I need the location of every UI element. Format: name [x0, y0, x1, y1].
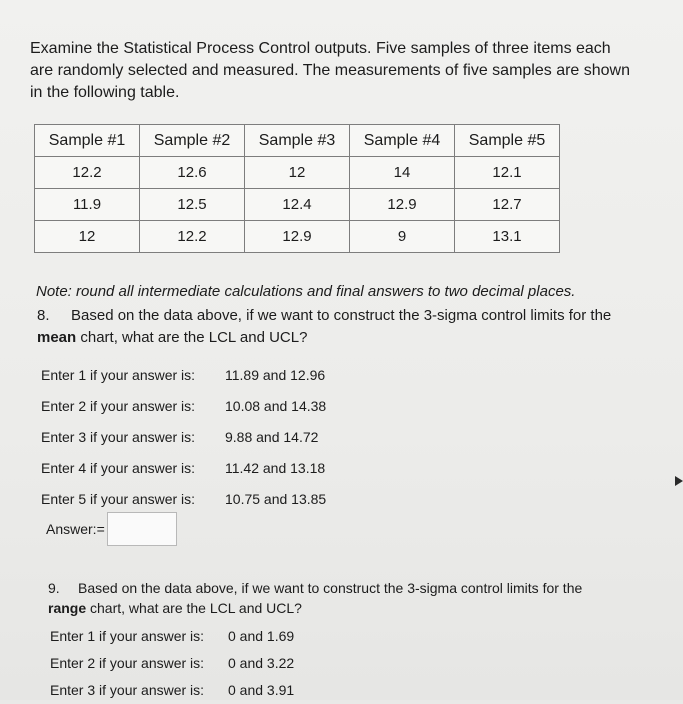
table-cell: 12.7	[455, 189, 560, 221]
option-2	[50, 650, 294, 677]
option-1	[50, 623, 294, 650]
table-row	[35, 189, 560, 221]
samples-table	[34, 124, 560, 253]
header-sample-1: Sample #1	[35, 125, 140, 157]
table-cell: 12.5	[140, 189, 245, 221]
option-label: Enter 4 if your answer is:	[41, 460, 196, 476]
option-1	[41, 360, 326, 391]
question-9-bold-term: range	[48, 600, 87, 616]
header-sample-2: Sample #2	[140, 125, 245, 157]
table-cell: 9	[350, 221, 455, 253]
table-cell: 12.2	[35, 157, 140, 189]
table-cell: 12	[35, 221, 140, 253]
table-cell: 12	[245, 157, 350, 189]
question-9-text-after: chart, what are the LCL and UCL?	[90, 600, 302, 616]
table-cell: 12.4	[245, 189, 350, 221]
option-5	[41, 484, 326, 515]
option-value: 10.75 and 13.85	[225, 491, 327, 507]
answer-input[interactable]	[107, 512, 177, 546]
option-2	[41, 391, 326, 422]
question-9-number: 9.	[48, 580, 60, 596]
question-9-options	[50, 623, 294, 704]
table-header-row	[35, 125, 560, 157]
option-value: 11.42 and 13.18	[225, 460, 326, 476]
table-cell: 12.9	[350, 189, 455, 221]
option-label: Enter 5 if your answer is:	[41, 491, 196, 507]
table-cell: 12.6	[140, 157, 245, 189]
question-9	[48, 578, 608, 618]
table-cell: 12.2	[140, 221, 245, 253]
option-value: 0 and 3.91	[228, 682, 295, 698]
header-sample-4: Sample #4	[350, 125, 455, 157]
option-value: 0 and 1.69	[228, 628, 295, 644]
table-row	[35, 157, 560, 189]
question-8-options	[41, 360, 326, 515]
option-value: 0 and 3.22	[228, 655, 295, 671]
option-label: Enter 3 if your answer is:	[50, 682, 205, 698]
table-row	[35, 221, 560, 253]
intro-paragraph: Examine the Statistical Process Control outputs. Five samples of three items each are randomly selected and measured. The measurements of five samples are shown in the following table.	[30, 40, 631, 101]
rounding-note: Note: round all intermediate calculations and final answers to two decimal places.	[36, 283, 576, 300]
question-8-text-after: chart, what are the LCL and UCL?	[80, 329, 308, 346]
question-8-bold-term: mean	[37, 329, 77, 346]
question-8	[37, 305, 617, 349]
answer-row	[46, 512, 177, 546]
option-4	[41, 453, 326, 484]
option-label: Enter 1 if your answer is:	[50, 628, 205, 644]
table-cell: 12.9	[245, 221, 350, 253]
answer-label: Answer:=	[46, 521, 105, 537]
header-sample-3: Sample #3	[245, 125, 350, 157]
header-sample-5: Sample #5	[455, 125, 560, 157]
option-value: 11.89 and 12.96	[225, 367, 326, 383]
option-label: Enter 2 if your answer is:	[50, 655, 205, 671]
option-3	[41, 422, 326, 453]
option-label: Enter 3 if your answer is:	[41, 429, 196, 445]
question-8-text-before: Based on the data above, if we want to construct the 3-sigma control limits for the	[71, 307, 612, 324]
option-label: Enter 1 if your answer is:	[41, 367, 196, 383]
question-8-number: 8.	[37, 307, 50, 324]
option-value: 10.08 and 14.38	[225, 398, 327, 414]
question-9-text-before: Based on the data above, if we want to construct the 3-sigma control limits for the	[78, 580, 583, 596]
option-value: 9.88 and 14.72	[225, 429, 319, 445]
table-cell: 13.1	[455, 221, 560, 253]
table-cell: 11.9	[35, 189, 140, 221]
table-cell: 14	[350, 157, 455, 189]
cursor-marker-icon	[675, 476, 683, 486]
option-label: Enter 2 if your answer is:	[41, 398, 196, 414]
table-cell: 12.1	[455, 157, 560, 189]
